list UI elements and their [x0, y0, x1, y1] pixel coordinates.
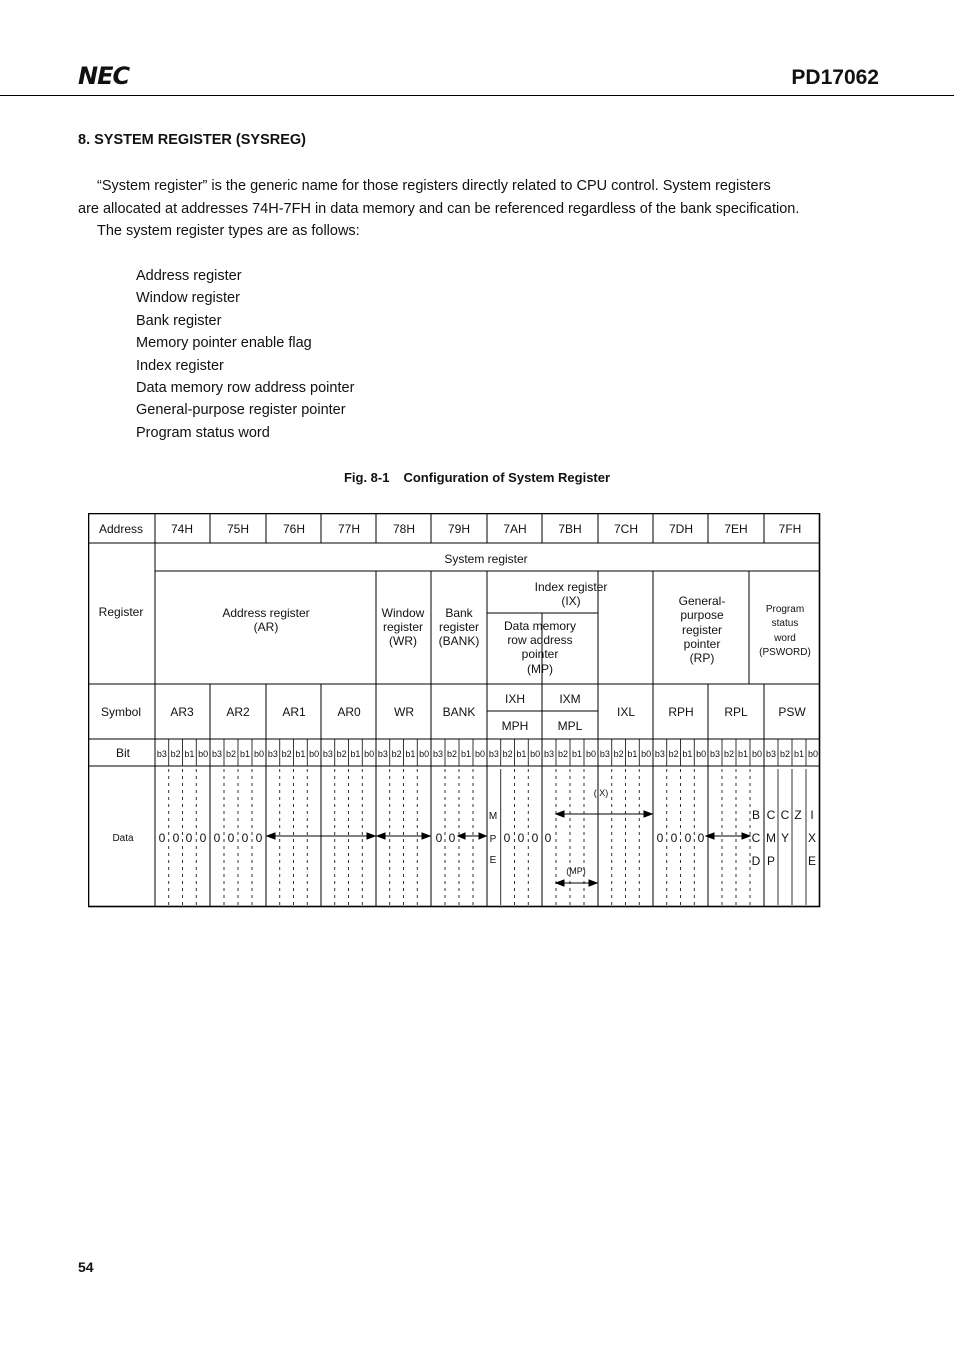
cmp-flag-letter: M	[766, 831, 776, 845]
types-intro: The system register types are as follows:	[97, 223, 360, 239]
bit-label: b0	[696, 749, 707, 759]
data-bit: 0	[172, 831, 180, 845]
bcd-flag-letter: B	[751, 808, 761, 822]
bit-label: b1	[682, 749, 693, 759]
bit-label: b1	[737, 749, 749, 759]
bit-label: b3	[156, 749, 167, 759]
symbol-cell: WR	[394, 705, 414, 719]
address-cell: 7EH	[724, 522, 748, 536]
rp-register-abbr: (RP)	[689, 651, 715, 665]
bit-label: b0	[309, 749, 320, 759]
symbol-cell: IXH	[504, 692, 526, 706]
address-cell: 7BH	[558, 522, 582, 536]
symbol-cell: RPL	[724, 705, 748, 719]
bit-label: b0	[419, 749, 430, 759]
cmp-flag-letter: P	[766, 854, 776, 868]
symbol-cell: PSW	[778, 705, 806, 719]
bit-label: b2	[723, 749, 735, 759]
row-label-bit: Bit	[115, 746, 131, 760]
ixe-flag-letter: E	[807, 854, 817, 868]
bit-label: b1	[793, 749, 805, 759]
symbol-cell: AR2	[226, 705, 250, 719]
list-item: Data memory row address pointer	[136, 380, 355, 397]
bcd-flag-letter: C	[751, 831, 761, 845]
bit-label: b2	[225, 749, 237, 759]
bit-label: b0	[253, 749, 265, 759]
section-title: 8. SYSTEM REGISTER (SYSREG)	[78, 132, 307, 148]
row-label-address: Address	[98, 522, 144, 536]
bit-label: b3	[765, 749, 777, 759]
nec-logo: NEC	[78, 62, 130, 90]
mp-register-line: pointer	[521, 647, 559, 661]
psw-register-line: Program	[765, 604, 805, 615]
data-bit: 0	[531, 831, 539, 845]
figure-number: Fig. 8-1	[343, 470, 390, 485]
address-cell: 7CH	[613, 522, 639, 536]
bcd-flag-letter: D	[751, 854, 761, 868]
part-number: PD17062	[791, 66, 879, 89]
intro-line-2: are allocated at addresses 74H-7FH in data memory and can be referenced regardless of the bank specification.	[78, 200, 800, 217]
row-label-symbol: Symbol	[100, 705, 142, 719]
address-cell: 77H	[337, 522, 361, 536]
bit-label: b2	[446, 749, 458, 759]
data-bit: 0	[697, 831, 705, 845]
header-rule	[0, 95, 954, 96]
bit-label: b3	[543, 749, 555, 759]
list-item: Program status word	[136, 424, 270, 441]
rp-register-line: register	[681, 623, 723, 637]
bit-label: b0	[474, 749, 486, 759]
data-bit: 0	[448, 831, 456, 845]
symbol-cell: BANK	[442, 705, 476, 719]
window-register-line: Window	[381, 606, 425, 620]
bit-label: b1	[405, 749, 416, 759]
bit-label: b3	[654, 749, 665, 759]
bit-label: b2	[170, 749, 181, 759]
row-label-register: Register	[98, 605, 144, 619]
mpe-flag-letter: E	[489, 855, 497, 866]
mpe-flag-letter: M	[488, 811, 498, 822]
range-arrows	[267, 811, 750, 886]
symbol-cell: MPH	[501, 719, 529, 733]
bit-label: b3	[211, 749, 223, 759]
data-bit: 0	[517, 831, 525, 845]
bit-label: b1	[184, 749, 195, 759]
bit-label: b0	[751, 749, 763, 759]
bank-register-line: register	[438, 620, 480, 634]
data-bit: 0	[255, 831, 263, 845]
ixe-flag-letter: X	[807, 831, 817, 845]
register-type-list	[136, 265, 354, 444]
psw-register-line: status	[771, 618, 799, 629]
psw-register-line: word	[774, 633, 796, 644]
symbol-cell: IXM	[559, 692, 581, 706]
address-cell: 78H	[392, 522, 416, 536]
data-bit: 0	[435, 831, 443, 845]
bit-label: b0	[364, 749, 375, 759]
bit-label: b2	[391, 749, 402, 759]
address-cell: 7DH	[668, 522, 694, 536]
mp-register-abbr: (MP)	[527, 662, 553, 676]
bit-label: b2	[502, 749, 513, 759]
bit-label: b1	[627, 749, 638, 759]
psw-register-abbr: (PSWORD)	[759, 647, 811, 658]
bank-register-abbr: (BANK)	[438, 634, 480, 648]
symbol-cell: RPH	[668, 705, 694, 719]
bit-label: b3	[432, 749, 444, 759]
address-cell: 75H	[226, 522, 250, 536]
figure-title: Configuration of System Register	[403, 470, 611, 485]
bit-label: b1	[460, 749, 472, 759]
register-diagram	[88, 513, 821, 909]
bit-label: b2	[557, 749, 569, 759]
rp-register-line: pointer	[683, 637, 721, 651]
bit-label: b2	[613, 749, 624, 759]
figure-caption	[0, 470, 954, 485]
rp-register-line: General-	[678, 594, 726, 608]
list-item: Index register	[136, 357, 224, 374]
index-register-name: Index register	[534, 580, 608, 594]
address-cell: 7AH	[503, 522, 527, 536]
bit-label: b1	[239, 749, 251, 759]
bit-label: b0	[585, 749, 597, 759]
bit-label: b3	[322, 749, 333, 759]
z-flag-letter: Z	[794, 808, 802, 822]
data-bit: 0	[185, 831, 193, 845]
bit-label: b3	[267, 749, 278, 759]
ixe-flag-letter: I	[810, 808, 814, 822]
address-cell: 79H	[447, 522, 471, 536]
bit-label: b1	[516, 749, 527, 759]
cy-flag-letter: Y	[780, 831, 790, 845]
mpe-flag-letter: P	[489, 834, 497, 845]
bit-label: b0	[807, 749, 819, 759]
bit-label: b3	[488, 749, 499, 759]
data-bit: 0	[213, 831, 221, 845]
data-bit: 0	[241, 831, 249, 845]
list-item: General-purpose register pointer	[136, 402, 346, 419]
rp-register-line: purpose	[680, 608, 724, 622]
mp-register-line: Data memory	[503, 619, 577, 633]
window-register-line: register	[382, 620, 424, 634]
bit-label: b1	[571, 749, 583, 759]
ix-range-label: (IX)	[593, 788, 609, 798]
address-register-name: Address register	[222, 606, 310, 620]
data-bit: 0	[544, 831, 552, 845]
data-bit: 0	[684, 831, 692, 845]
system-register-label: System register	[444, 552, 528, 566]
bit-label: b0	[641, 749, 652, 759]
bit-label: b1	[350, 749, 361, 759]
list-item: Window register	[136, 290, 240, 307]
bit-label: b1	[295, 749, 306, 759]
list-item: Address register	[136, 268, 242, 284]
address-cell: 74H	[170, 522, 194, 536]
bit-label: b2	[336, 749, 347, 759]
symbol-cell: AR0	[337, 705, 361, 719]
data-bit: 0	[670, 831, 678, 845]
cmp-flag-letter: C	[766, 808, 776, 822]
bit-label: b3	[709, 749, 721, 759]
address-cell: 7FH	[778, 522, 802, 536]
page-number: 54	[78, 1259, 94, 1275]
data-bit: 0	[199, 831, 207, 845]
list-item: Memory pointer enable flag	[136, 335, 312, 352]
bit-label: b0	[198, 749, 209, 759]
mp-range-label: (MP)	[566, 866, 586, 876]
symbol-cell: AR3	[170, 705, 194, 719]
list-item: Bank register	[136, 312, 222, 329]
cy-flag-letter: C	[780, 808, 790, 822]
data-bit: 0	[656, 831, 664, 845]
symbol-cell: IXL	[616, 705, 636, 719]
symbol-cell: MPL	[557, 719, 583, 733]
symbol-cell: AR1	[282, 705, 306, 719]
data-bit: 0	[227, 831, 235, 845]
intro-line-1: “System register” is the generic name for those registers directly related to CPU control. System registers	[97, 178, 771, 194]
bit-label: b3	[377, 749, 388, 759]
window-register-abbr: (WR)	[389, 634, 417, 648]
bit-label: b2	[281, 749, 292, 759]
intro-paragraph	[78, 175, 838, 220]
data-bit: 0	[158, 831, 166, 845]
bit-label: b2	[779, 749, 791, 759]
bit-label: b3	[599, 749, 610, 759]
bit-label: b2	[668, 749, 679, 759]
bit-label: b0	[530, 749, 541, 759]
address-register-abbr: (AR)	[253, 620, 279, 634]
bank-register-line: Bank	[445, 606, 473, 620]
address-cell: 76H	[282, 522, 306, 536]
register-diagram-svg	[88, 513, 821, 909]
index-register-abbr: (IX)	[561, 594, 581, 608]
data-bit: 0	[503, 831, 511, 845]
mp-register-line: row address	[507, 633, 573, 647]
row-label-data: Data	[112, 833, 134, 844]
